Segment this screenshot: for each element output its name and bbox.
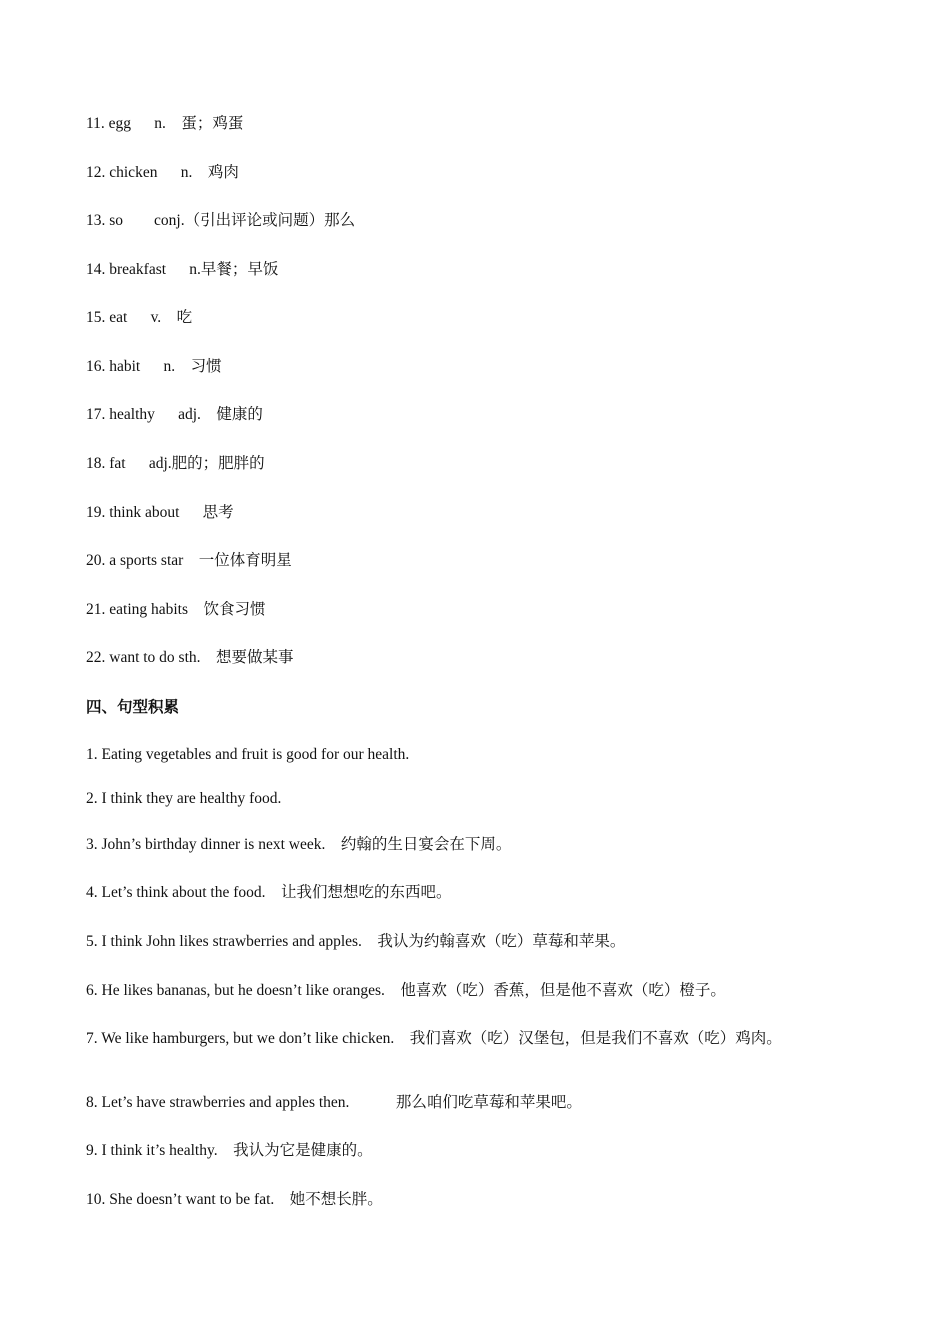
vocab-item: 18. fat adj.肥的；肥胖的 xyxy=(86,455,265,472)
sentence-item: 10. She doesn’t want to be fat. 她不想长胖。 xyxy=(86,1191,383,1208)
sentence-item: 8. Let’s have strawberries and apples then. 那么咱们吃草莓和苹果吧。 xyxy=(86,1094,582,1111)
vocab-item: 21. eating habits 饮食习惯 xyxy=(86,601,266,618)
sentence-item: 9. I think it’s healthy. 我认为它是健康的。 xyxy=(86,1142,373,1159)
sentence-item: 1. Eating vegetables and fruit is good for our health. xyxy=(86,746,410,763)
vocab-item: 22. want to do sth. 想要做某事 xyxy=(86,649,294,666)
vocab-item: 11. egg n. 蛋；鸡蛋 xyxy=(86,115,244,132)
sentence-item: 2. I think they are healthy food. xyxy=(86,790,282,807)
vocab-item: 16. habit n. 习惯 xyxy=(86,358,222,375)
sentence-item: 6. He likes bananas, but he doesn’t like oranges. 他喜欢（吃）香蕉，但是他不喜欢（吃）橙子。 xyxy=(86,982,726,999)
vocab-item: 12. chicken n. 鸡肉 xyxy=(86,164,239,181)
vocab-item: 15. eat v. 吃 xyxy=(86,309,193,326)
sentence-item: 7. We like hamburgers, but we don’t like chicken. 我们喜欢（吃）汉堡包，但是我们不喜欢（吃）鸡肉。 xyxy=(86,1030,782,1047)
vocab-item: 20. a sports star 一位体育明星 xyxy=(86,552,292,569)
vocab-item: 14. breakfast n.早餐；早饭 xyxy=(86,261,279,278)
section-heading: 四、句型积累 xyxy=(86,698,180,716)
sentence-item: 3. John’s birthday dinner is next week. 约翰的生日宴会在下周。 xyxy=(86,836,512,853)
vocab-item: 19. think about 思考 xyxy=(86,504,234,521)
vocab-item: 17. healthy adj. 健康的 xyxy=(86,406,263,423)
vocab-item: 13. so conj.（引出评论或问题）那么 xyxy=(86,212,356,229)
sentence-item: 5. I think John likes strawberries and apples. 我认为约翰喜欢（吃）草莓和苹果。 xyxy=(86,933,626,950)
sentence-item: 4. Let’s think about the food. 让我们想想吃的东西吧。 xyxy=(86,884,452,901)
